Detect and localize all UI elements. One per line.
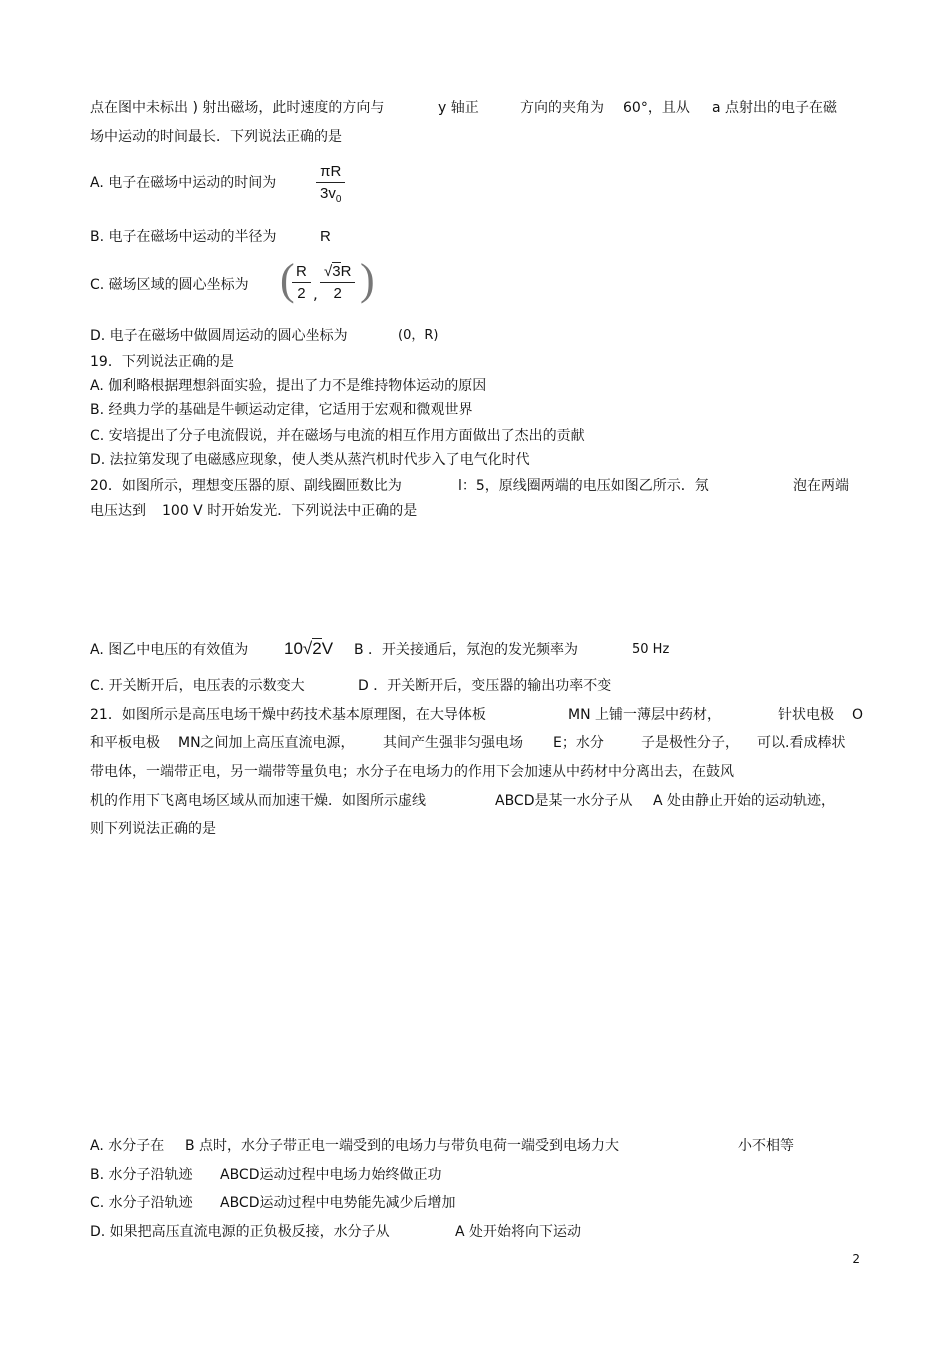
q21-stem-part: 和平板电极 [90, 735, 160, 751]
q18-option-c-fraction-1 [292, 262, 311, 305]
q20-stem-part: l：5，原线圈两端的电压如图乙所示．氖 [458, 478, 709, 494]
q19-option-b: B. 经典力学的基础是牛顿运动定律，它适用于宏观和微观世界 [90, 402, 473, 418]
page-number: 2 [852, 1252, 860, 1266]
fraction-numerator: √3R [324, 263, 352, 280]
q21-option-d-part: D. 如果把高压直流电源的正负极反接，水分子从 [90, 1224, 390, 1240]
q20-option-d: D ．开关断开后，变压器的输出功率不变 [358, 678, 612, 694]
q20-option-a-text: A. 图乙中电压的有效值为 [90, 642, 249, 658]
sqrt-radicand: 3 [332, 263, 341, 280]
q20-option-b-text: B ．开关接通后，氖泡的发光频率为 [354, 642, 579, 658]
q21-stem-part: O [852, 707, 864, 723]
q19-option-c: C. 安培提出了分子电流假说，并在磁场与电流的相互作用方面做出了杰出的贡献 [90, 428, 585, 444]
q21-option-d-part: A 处开始将向下运动 [455, 1224, 582, 1240]
fraction-numerator: πR [320, 163, 342, 180]
value-coefficient: 10 [284, 639, 303, 658]
q21-stem-line3: 带电体，一端带正电，另一端带等量负电；水分子在电场力的作用下会加速从中药材中分离出去，在鼓风 [90, 764, 734, 780]
q21-stem-part: 其间产生强非匀强电场 [383, 735, 523, 751]
q21-stem-part: 针状电极 [778, 707, 834, 723]
right-paren: ) [360, 255, 375, 304]
q21-stem-part: 机的作用下飞离电场区域从而加速干燥．如图所示虚线 [90, 793, 426, 809]
q18-option-a-text: A. 电子在磁场中运动的时间为 [90, 175, 277, 191]
q21-stem-part: MN之间加上高压直流电源， [178, 735, 355, 751]
q20-stem-part: 泡在两端 [793, 478, 849, 494]
q18-stem-part: a 点射出的电子在磁 [712, 100, 838, 116]
q20-option-a-value [284, 639, 333, 659]
q20-stem-part: 20．如图所示，理想变压器的原、副线圈匝数比为 [90, 478, 402, 494]
q21-option-a-part: 小不相等 [738, 1138, 794, 1154]
q18-stem-part: 点在图中未标出 ) 射出磁场，此时速度的方向与 [90, 100, 385, 116]
q19-option-a: A. 伽利略根据理想斜面实验，提出了力不是维持物体运动的原因 [90, 378, 487, 394]
q18-stem-part: y 轴正 [438, 100, 479, 116]
q21-option-b-part: B. 水分子沿轨迹 [90, 1167, 193, 1183]
fraction-den-subscript: 0 [335, 194, 342, 205]
fraction-num-rest: R [340, 263, 352, 280]
fraction-den-main: 3v [320, 185, 336, 202]
q21-option-b-part: ABCD运动过程中电场力始终做正功 [220, 1167, 442, 1183]
fraction-denominator: 2 [333, 285, 342, 302]
q21-option-c-part: ABCD运动过程中电势能先减少后增加 [220, 1195, 456, 1211]
q21-stem-part: ABCD是某一水分子从 [495, 793, 633, 809]
q21-option-c-part: C. 水分子沿轨迹 [90, 1195, 193, 1211]
q21-stem-part: MN 上铺一薄层中药材， [568, 707, 722, 723]
sqrt-radicand: 2 [312, 639, 322, 658]
q21-stem-part: E；水分 [553, 735, 604, 751]
sqrt-symbol: √ [302, 639, 313, 658]
q20-stem-part: 100 V 时开始发光．下列说法中正确的是 [162, 503, 418, 519]
value-unit: V [321, 639, 334, 658]
q18-option-d-text: D. 电子在磁场中做圆周运动的圆心坐标为 [90, 328, 348, 344]
q21-stem-part: 21．如图所示是高压电场干燥中药技术基本原理图，在大导体板 [90, 707, 486, 723]
q18-option-a-fraction [316, 162, 345, 211]
q21-option-a-part: B 点时，水分子带正电一端受到的电场力与带负电荷一端受到电场力大 [185, 1138, 620, 1154]
q18-stem-line2: 场中运动的时间最长．下列说法正确的是 [90, 129, 342, 145]
q20-stem-part: 电压达到 [90, 503, 146, 519]
fraction-denominator: 2 [297, 285, 306, 302]
q21-stem-line5: 则下列说法正确的是 [90, 821, 216, 837]
q21-option-a-part: A. 水分子在 [90, 1138, 165, 1154]
q18-stem-part: 方向的夹角为 [520, 100, 604, 116]
q20-option-b-value: 50 Hz [632, 642, 670, 657]
q18-option-c-fraction-2 [320, 262, 355, 305]
coordinate-comma: , [313, 285, 318, 303]
q21-stem-part: 子是极性分子， [641, 735, 739, 751]
q18-option-b-text: B. 电子在磁场中运动的半径为 [90, 229, 277, 245]
q20-option-c: C. 开关断开后，电压表的示数变大 [90, 678, 305, 694]
fraction-denominator [316, 183, 345, 211]
q21-stem-part: 可以.看成棒状 [757, 735, 846, 751]
fraction-numerator: R [296, 263, 307, 280]
q18-option-d-value: (0，R) [398, 328, 439, 343]
q19-option-d: D. 法拉第发现了电磁感应现象，使人类从蒸汽机时代步入了电气化时代 [90, 452, 530, 468]
left-paren: ( [280, 255, 295, 304]
q18-stem-part: 60°，且从 [623, 100, 690, 116]
q21-stem-part: A 处由静止开始的运动轨迹， [653, 793, 836, 809]
q18-stem-line1 [90, 98, 384, 118]
q19-stem: 19．下列说法正确的是 [90, 354, 234, 370]
q18-option-b-value: R [320, 228, 331, 245]
q18-option-c-text: C. 磁场区域的圆心坐标为 [90, 277, 249, 293]
